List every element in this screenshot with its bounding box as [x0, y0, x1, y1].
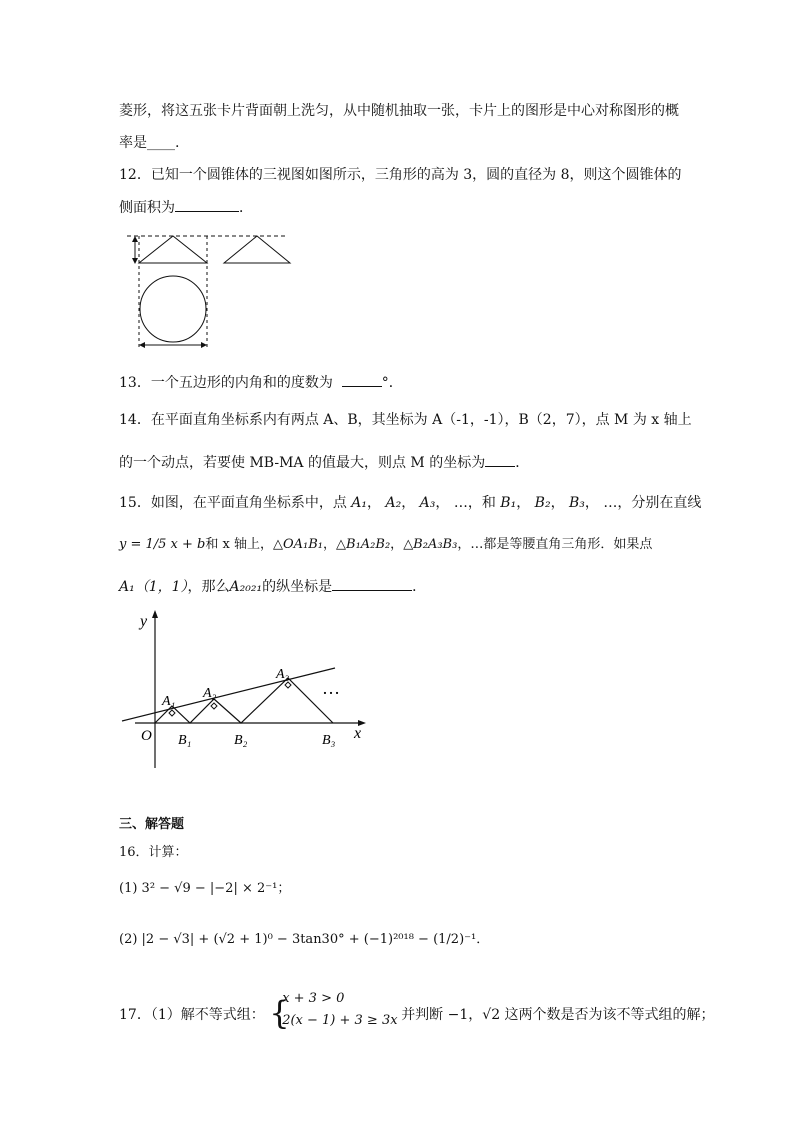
q15-answer-blank[interactable] [332, 576, 412, 591]
label-b2: B₂ [234, 733, 248, 748]
right-angle-mark-a1 [169, 710, 175, 716]
point-b3: B₃ [569, 495, 585, 511]
q15-prefix: 15．如图，在平面直角坐标系中，点 [119, 495, 347, 511]
label-a3: A₃ [276, 667, 290, 682]
q14-answer-blank[interactable] [485, 452, 515, 467]
top-view-circle [140, 276, 206, 342]
point-a2: A₂ [385, 495, 402, 511]
sloped-line [122, 668, 335, 721]
diameter-arrow-head-left [139, 342, 145, 348]
triangle-2: △B₁A₂B₂ [336, 537, 391, 552]
line-equation: y = 1/5 x + b [119, 537, 206, 552]
q16-title: 16．计算： [119, 845, 188, 860]
inequality-1: x + 3 > 0 [282, 991, 345, 1006]
label-a1: A₁ [162, 694, 176, 709]
q13-line [119, 372, 403, 393]
q16-item1: (1) 3² − √9 − |−2| × 2⁻¹； [119, 881, 291, 896]
triangle-3: △B₂A₃B₃ [403, 537, 458, 552]
point-b-ellipsis: … [603, 495, 618, 511]
point-b2: B₂ [534, 495, 551, 511]
q14-line2 [119, 452, 529, 473]
point-a-ellipsis: … [453, 495, 468, 511]
point-a1-coord: A₁（1，1） [119, 579, 188, 595]
q15-line3-suffix: 的纵坐标是 [262, 579, 333, 595]
inequality-2: 2(x − 1) + 3 ≥ 3x [282, 1013, 398, 1028]
height-arrow-head-top [132, 236, 138, 242]
q15-line3-end: ． [412, 579, 427, 595]
cone-three-views-figure [125, 232, 297, 356]
point-a1: A₁ [351, 495, 368, 511]
q15-and: 和 [481, 495, 496, 511]
triangle-chain [155, 678, 333, 723]
q15-line3 [119, 576, 426, 597]
right-angle-mark-a3 [285, 682, 291, 688]
inequality-system [269, 991, 401, 1035]
q15-line2-mid: 和 x 轴上， [205, 537, 273, 552]
q15-line2: y = 1/5 x + b和 x 轴上，△OA₁B₁，△B₁A₂B₂，△B₂A₃B₃，…都是等腰直角三角形．如果点 [119, 537, 653, 552]
point-a3: A₃ [419, 495, 436, 511]
y-axis-arrow [152, 610, 158, 618]
x-axis-label: x [354, 725, 362, 742]
q15-line1: 15．如图，在平面直角坐标系中，点 A₁， A₂， A₃， …，和 B₁， B₂， B₃， …，分别在直线 [119, 495, 702, 511]
q12-line2 [119, 197, 253, 218]
q15-line1-suffix: ，分别在直线 [617, 495, 702, 511]
ellipsis-dots: … [322, 678, 340, 698]
right-angle-mark-a2 [211, 703, 217, 709]
q12-prefix: 侧面积为 [119, 200, 175, 216]
q17-line [119, 991, 715, 1035]
brace-icon: { [269, 994, 290, 1032]
point-b1: B₁ [500, 495, 517, 511]
point-a2021: A₂₀₂₁ [229, 579, 263, 595]
front-view-triangle [139, 236, 207, 263]
y-axis-label: y [140, 613, 148, 630]
triangle-1: △OA₁B₁ [272, 537, 324, 552]
height-arrow-head-bottom [132, 258, 138, 264]
q12-line1: 12．已知一个圆锥体的三视图如图所示，三角形的高为 3，圆的直径为 8，则这个圆锥体的 [119, 167, 682, 183]
diameter-arrow-head-right [201, 342, 207, 348]
q13-prefix: 13．一个五边形的内角和的度数为 [119, 375, 333, 391]
section-title: 三、解答题 [119, 817, 185, 832]
q12-suffix: ． [239, 200, 253, 216]
q14-prefix: 的一个动点，若要使 MB-MA 的值最大，则点 M 的坐标为 [119, 455, 486, 471]
q16-item2: (2) |2 − √3| + (√2 + 1)⁰ − 3tan30° + (−1)²⁰¹⁸ − (1/2)⁻¹． [119, 932, 490, 947]
origin-label: O [141, 728, 152, 744]
q13-answer-blank[interactable] [342, 372, 382, 387]
q17-prefix: 17．（1）解不等式组： [119, 1007, 265, 1023]
q14-line1: 14．在平面直角坐标系内有两点 A、B，其坐标为 A（-1，-1），B（2，7），点 M 为 x 轴上 [119, 412, 692, 428]
label-a2: A₂ [203, 686, 217, 701]
q11-line1: 菱形，将这五张卡片背面朝上洗匀，从中随机抽取一张，卡片上的图形是中心对称图形的概 [119, 103, 679, 119]
q15-line3-mid: ，那么 [187, 579, 230, 595]
q15-coordinate-figure [110, 606, 372, 774]
label-b3: B₃ [322, 733, 336, 748]
q11-line2: 率是____. [119, 135, 180, 151]
side-view-triangle [224, 236, 290, 263]
q14-suffix: ． [515, 455, 530, 471]
q15-line2-suffix: ，…都是等腰直角三角形．如果点 [457, 537, 653, 552]
q17-suffix: 并判断 −1，√2 这两个数是否为该不等式组的解； [401, 1007, 715, 1023]
q13-suffix: °． [381, 375, 403, 391]
q12-answer-blank[interactable] [175, 197, 239, 212]
label-b1: B₁ [178, 733, 192, 748]
